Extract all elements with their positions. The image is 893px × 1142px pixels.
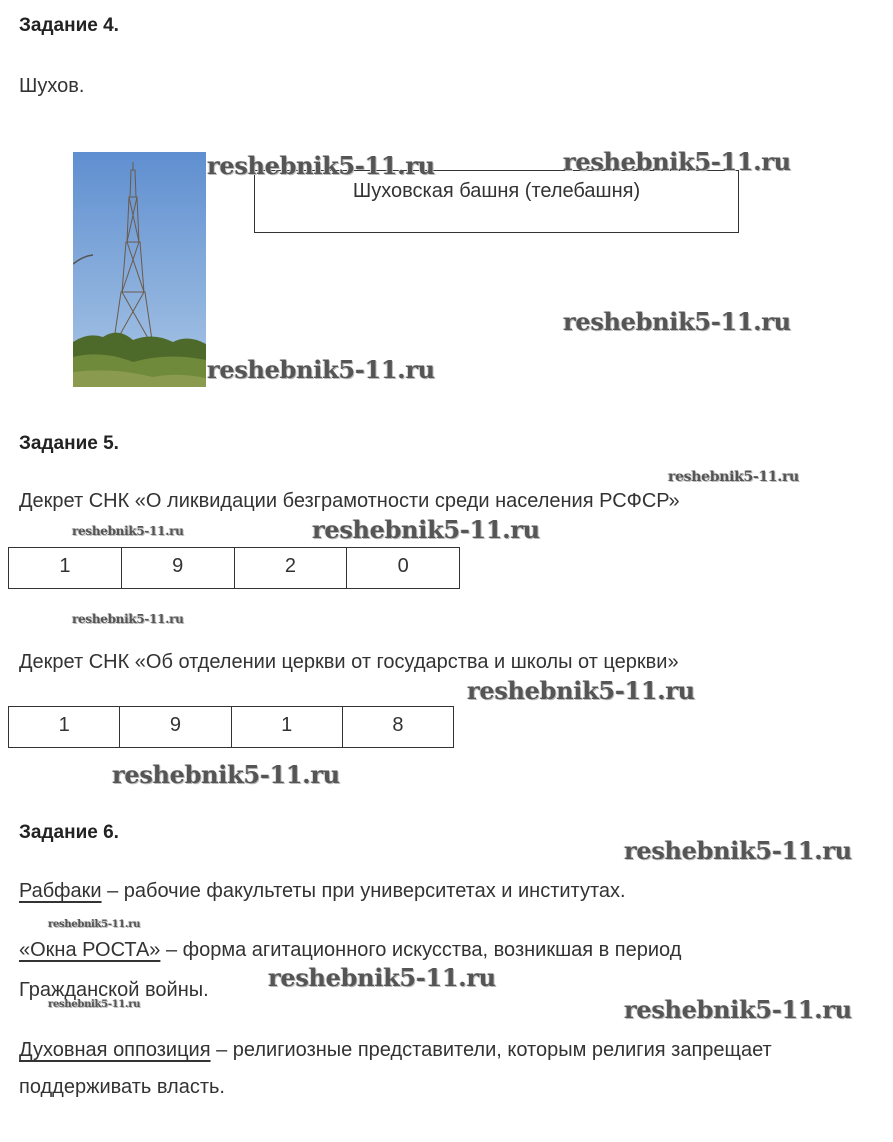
watermark: reshebnik5-11.ru [624, 836, 852, 865]
watermark: reshebnik5-11.ru [48, 919, 141, 930]
task5-heading: Задание 5. [19, 433, 119, 454]
digit-cell: 2 [234, 548, 347, 588]
task5-digits1 [8, 547, 460, 589]
watermark: reshebnik5-11.ru [207, 151, 435, 180]
definition-dukhovnaya-oppozitsiya [19, 1039, 772, 1062]
watermark: reshebnik5-11.ru [72, 612, 184, 626]
task4-heading: Задание 4. [19, 15, 119, 36]
digit-cell: 0 [346, 548, 459, 588]
definition-okna-rosta [19, 939, 681, 962]
term-rabfaki: Рабфаки [19, 880, 102, 902]
definition-dukhovnaya-line2: поддерживать власть. [19, 1076, 225, 1098]
definition-text: – форма агитационного искусства, возникшая в период [160, 939, 682, 961]
watermark: reshebnik5-11.ru [72, 524, 184, 538]
watermark: reshebnik5-11.ru [624, 995, 852, 1024]
watermark: reshebnik5-11.ru [312, 515, 540, 544]
task5-decree2: Декрет СНК «Об отделении церкви от государства и школы от церкви» [19, 651, 679, 673]
task6-heading: Задание 6. [19, 822, 119, 843]
watermark: reshebnik5-11.ru [668, 469, 799, 485]
task5-digits2 [8, 706, 454, 748]
watermark: reshebnik5-11.ru [112, 760, 340, 789]
watermark: reshebnik5-11.ru [563, 307, 791, 336]
definition-text: – рабочие факультеты при университетах и институтах. [101, 880, 626, 902]
definition-rabfaki [19, 880, 626, 903]
term-okna-rosta: «Окна РОСТА» [19, 939, 161, 961]
term-dukhovnaya-oppozitsiya: Духовная оппозиция [19, 1039, 211, 1061]
definition-okna-rosta-line2: Гражданской войны. [19, 979, 209, 1001]
digit-cell: 9 [121, 548, 234, 588]
watermark: reshebnik5-11.ru [467, 676, 695, 705]
digit-cell: 9 [119, 707, 230, 747]
digit-cell: 1 [59, 555, 71, 577]
watermark: reshebnik5-11.ru [207, 355, 435, 384]
task4-box-text: Шуховская башня (телебашня) [352, 180, 641, 202]
task5-decree1: Декрет СНК «О ликвидации безграмотности среди населения РСФСР» [19, 490, 680, 512]
watermark: reshebnik5-11.ru [268, 963, 496, 992]
digit-cell: 1 [58, 714, 70, 736]
shukhov-tower-photo [73, 152, 206, 387]
watermark: reshebnik5-11.ru [48, 999, 141, 1010]
task4-answer: Шухов. [19, 75, 85, 97]
definition-text: – религиозные представители, которым религия запрещает [210, 1039, 772, 1061]
digit-cell: 1 [231, 707, 342, 747]
watermark: reshebnik5-11.ru [563, 147, 791, 176]
digit-cell: 8 [342, 707, 453, 747]
